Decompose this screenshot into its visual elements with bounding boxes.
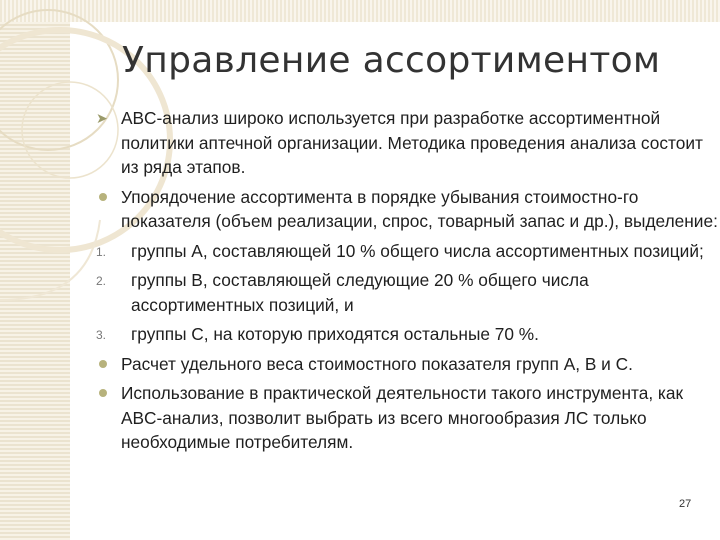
list-item-ordering [96,185,718,234]
page-number: 27 [679,498,692,510]
item-text: группы А, составляющей 10 % общего числа ассортиментных позиций; [131,240,704,261]
arrow-bullet-icon: ➤ [96,110,108,126]
list-item-weight-calc [96,352,718,377]
item-number: 1. [96,244,107,259]
list-item-group-a [96,239,718,264]
list-item-group-b [96,268,718,317]
item-text: группы В, составляющей следующие 20 % общего числа ассортиментных позиций, и [131,270,589,315]
list-item-abc-intro [96,106,718,180]
item-text: Использование в практической деятельности такого инструмента, как ABC-анализ, позволит выбрать из всего многообразия ЛС только необходимые потребителям. [121,383,684,452]
bullet-dot-icon [99,360,107,368]
slide-title: Управление ассортиментом [122,40,661,81]
bullet-dot-icon [99,389,107,397]
content-list [96,106,718,460]
bullet-dot-icon [99,193,107,201]
list-item-practical-use [96,381,718,455]
item-text: группы С, на которую приходятся остальные 70 %. [131,324,539,344]
list-item-group-c [96,322,718,347]
item-text: ABC-анализ широко используется при разработке ассортиментной политики аптечной организации. Методика проведения анализа состоит из ряда этапов. [121,108,703,177]
item-text: Расчет удельного веса стоимостного показателя групп А, В и С. [121,353,633,374]
item-number: 3. [96,328,107,342]
item-number: 2. [96,274,107,288]
item-text: Упорядочение ассортимента в порядке убывания стоимостно-го показателя (объем реализации, спрос, товарный запас и др.), выделение: [121,186,718,231]
